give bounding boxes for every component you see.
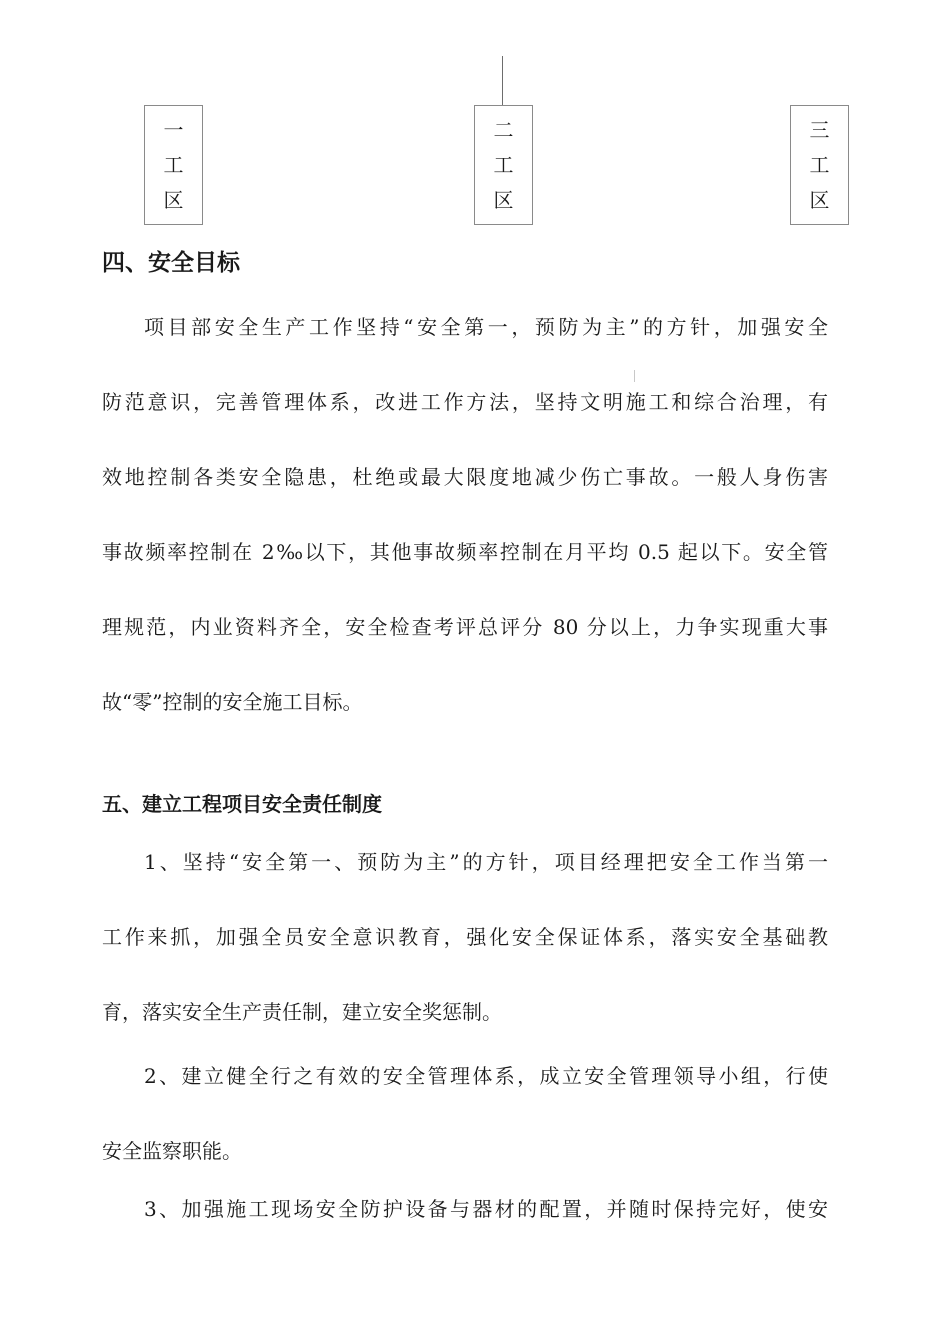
text-line: 项目部安全生产工作坚持“安全第一，预防为主”的方针，加强安全 xyxy=(144,315,828,339)
text-line: 育，落实安全生产责任制，建立安全奖惩制。 xyxy=(102,1000,502,1024)
text-line: 效地控制各类安全隐患，杜绝或最大限度地减少伤亡事故。一般人身伤害 xyxy=(102,465,828,489)
org-chart-connector-line xyxy=(502,56,503,106)
text-line: 故“零”控制的安全施工目标。 xyxy=(102,690,363,714)
org-box-char: 三 xyxy=(809,117,830,142)
text-line: 理规范，内业资料齐全，安全检查考评总评分 80 分以上，力争实现重大事 xyxy=(102,615,828,639)
org-box-work-zone-1 xyxy=(144,105,203,225)
text-line: 工作来抓，加强全员安全意识教育，强化安全保证体系，落实安全基础教 xyxy=(102,925,828,949)
org-box-char: 工 xyxy=(163,152,184,177)
org-box-char: 二 xyxy=(493,117,514,142)
text-line: 防范意识，完善管理体系，改进工作方法，坚持文明施工和综合治理，有 xyxy=(102,390,828,414)
org-box-char: 区 xyxy=(163,188,184,213)
safety-goals-paragraph xyxy=(102,311,828,761)
text-line: 3、加强施工现场安全防护设备与器材的配置，并随时保持完好，使安 xyxy=(144,1197,828,1221)
text-line: 2、建立健全行之有效的安全管理体系，成立安全管理领导小组，行使 xyxy=(144,1064,828,1088)
section-heading-responsibility-system: 五、建立工程项目安全责任制度 xyxy=(102,792,382,816)
text-line: 事故频率控制在 2‰以下，其他事故频率控制在月平均 0.5 起以下。安全管 xyxy=(102,540,828,564)
section-heading-safety-goals: 四、安全目标 xyxy=(102,250,240,276)
org-box-char: 工 xyxy=(809,152,830,177)
org-box-char: 工 xyxy=(493,152,514,177)
org-box-work-zone-2 xyxy=(474,105,533,225)
responsibility-item-2 xyxy=(102,1060,828,1210)
text-line: 安全监察职能。 xyxy=(102,1139,242,1163)
org-box-char: 区 xyxy=(493,188,514,213)
responsibility-item-1 xyxy=(102,846,828,1071)
responsibility-item-3 xyxy=(102,1193,828,1268)
org-box-char: 区 xyxy=(809,188,830,213)
org-box-work-zone-3 xyxy=(790,105,849,225)
text-line: 1、坚持“安全第一、预防为主”的方针，项目经理把安全工作当第一 xyxy=(144,850,828,874)
org-box-char: 一 xyxy=(163,117,184,142)
